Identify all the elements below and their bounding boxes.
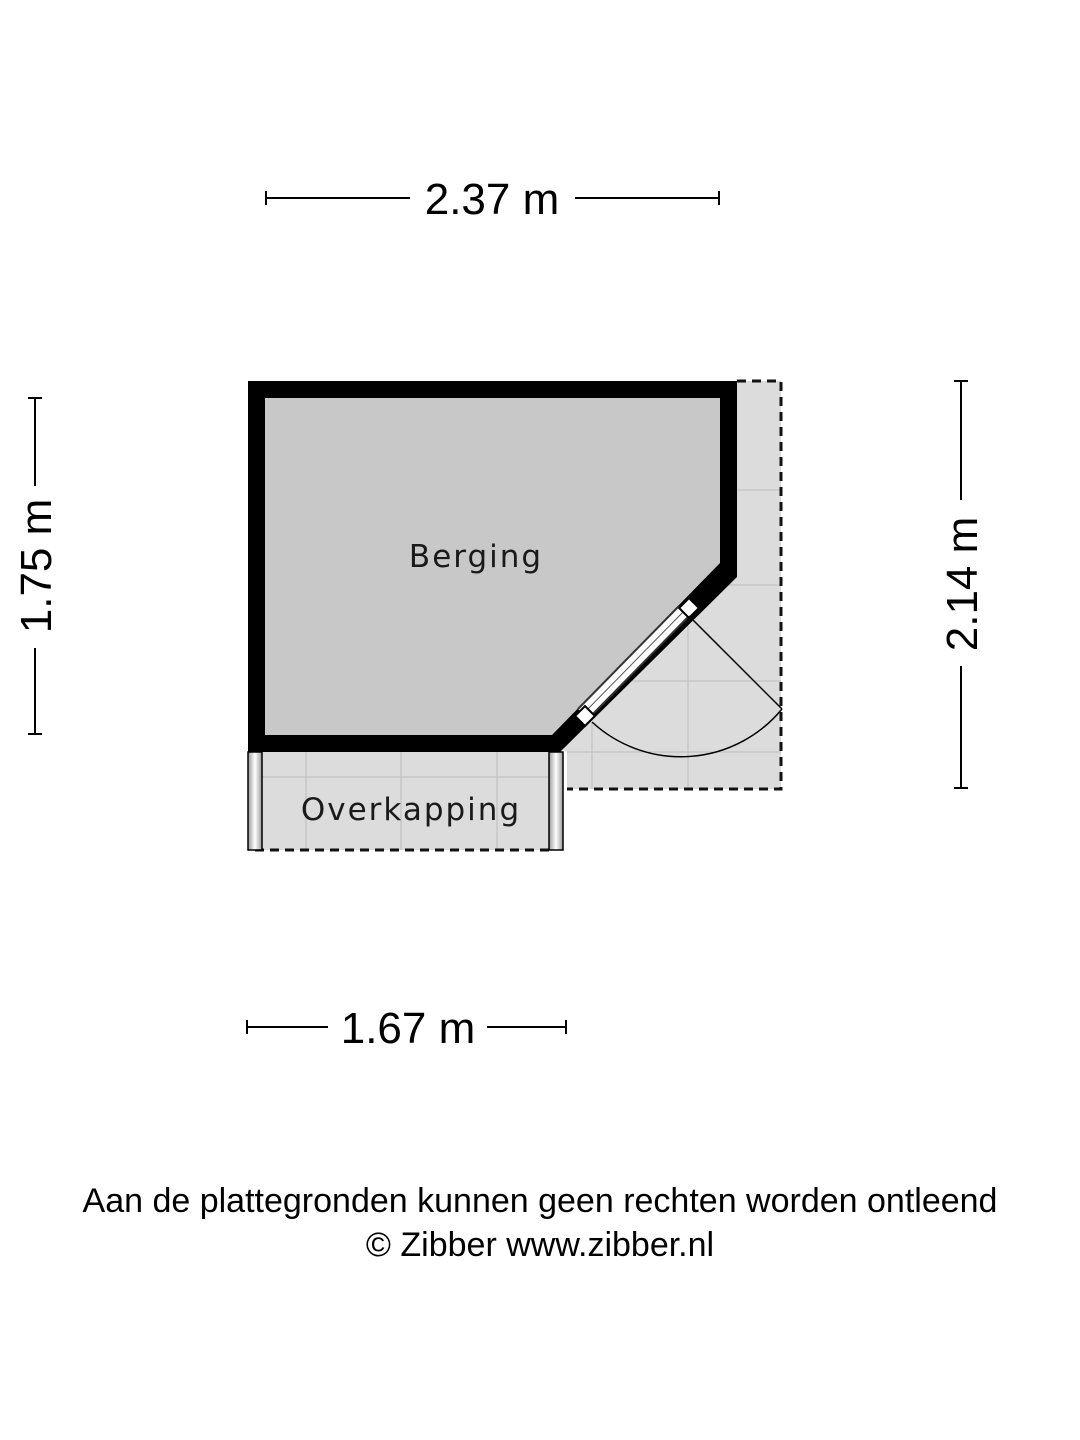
dimension-top	[266, 175, 719, 224]
room-label-overkapping: Overkapping	[300, 792, 522, 828]
dimension-right-label: 2.14 m	[938, 516, 987, 652]
dimension-left-label: 1.75 m	[12, 498, 61, 634]
copyright-text: © Zibber www.zibber.nl	[365, 1226, 715, 1264]
dimension-bottom-label: 1.67 m	[340, 1004, 476, 1053]
dimension-bottom	[247, 1004, 566, 1053]
dimension-right	[938, 381, 987, 788]
room-label-berging: Berging	[408, 539, 544, 575]
post-left	[248, 752, 262, 850]
post-right	[549, 752, 563, 850]
disclaimer-text: Aan de plattegronden kunnen geen rechten worden ontleend	[82, 1182, 998, 1220]
dimension-top-label: 2.37 m	[424, 175, 560, 224]
dimension-left	[12, 398, 61, 734]
